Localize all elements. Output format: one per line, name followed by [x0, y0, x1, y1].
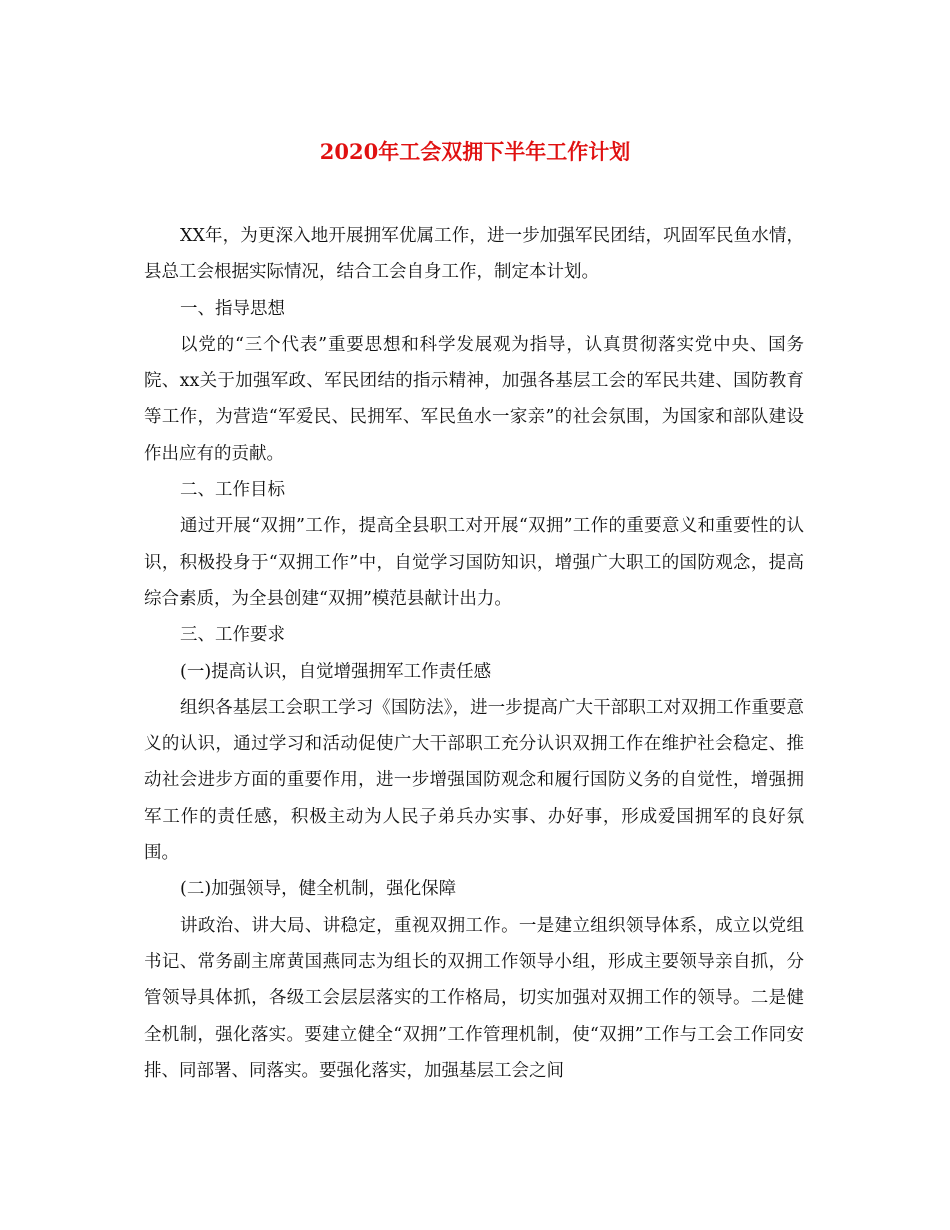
paragraph-strengthen-leadership: 讲政治、讲大局、讲稳定，重视双拥工作。一是建立组织领导体系，成立以党组书记、常务副主席黄国燕同志为组长的双拥工作领导小组，形成主要领导亲自抓，分管领导具体抓，各级工会层层落实的工作格局，切实加强对双拥工作的领导。二是健全机制，强化落实。要建立健全“双拥”工作管理机制，使“双拥”工作与工会工作同安排、同部署、同落实。要强化落实，加强基层工会之间	[144, 915, 804, 1081]
paragraph-work-goals: 通过开展“双拥”工作，提高全县职工对开展“双拥”工作的重要意义和重要性的认识，积极投身于“双拥工作”中，自觉学习国防知识，增强广大职工的国防观念，提高综合素质，为全县创建“双拥”模范县献计出力。	[144, 516, 804, 609]
subheading-strengthen-leadership: (二)加强领导，健全机制，强化保障	[180, 879, 457, 900]
subheading-raise-awareness: (一)提高认识，自觉增强拥军工作责任感	[180, 661, 492, 682]
heading-work-requirements: 三、工作要求	[180, 625, 285, 646]
paragraph-raise-awareness: 组织各基层工会职工学习《国防法》，进一步提高广大干部职工对双拥工作重要意义的认识，通过学习和活动促使广大干部职工充分认识双拥工作在维护社会稳定、推动社会进步方面的重要作用，进一步增强国防观念和履行国防义务的自觉性，增强拥军工作的责任感，积极主动为人民子弟兵办实事、办好事，形成爱国拥军的良好氛围。	[144, 697, 804, 864]
heading-guiding-ideology: 一、指导思想	[180, 298, 285, 319]
document-body	[144, 218, 804, 1089]
heading-work-goals: 二、工作目标	[180, 480, 285, 501]
paragraph-guiding-ideology: 以党的“三个代表”重要思想和科学发展观为指导，认真贯彻落实党中央、国务院、xx关于加强军政、军民团结的指示精神，加强各基层工会的军民共建、国防教育等工作，为营造“军爱民、民拥军、军民鱼水一家亲”的社会氛围，为国家和部队建设作出应有的贡献。	[144, 334, 804, 464]
document-title: 2020年工会双拥下半年工作计划	[319, 139, 631, 164]
paragraph-intro: XX年，为更深入地开展拥军优属工作，进一步加强军民团结，巩固军民鱼水情，县总工会根据实际情况，结合工会自身工作，制定本计划。	[144, 226, 804, 283]
